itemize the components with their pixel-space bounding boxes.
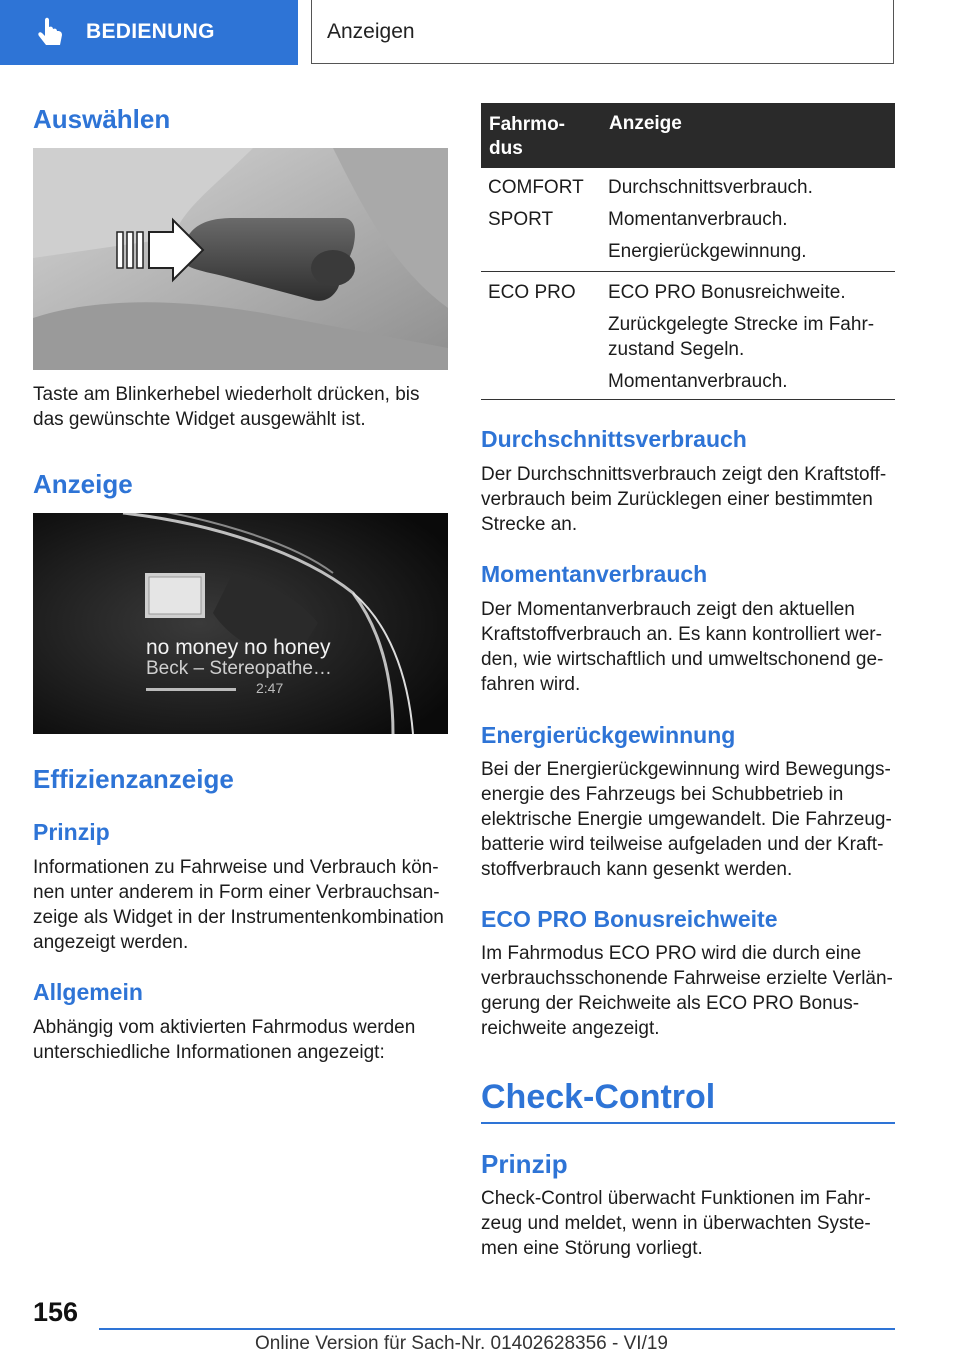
text-line: Informationen zu Fahrweise und Verbrauch kön- [33, 857, 439, 878]
topic-header [311, 0, 894, 64]
durchschnitt-text [481, 462, 886, 537]
text-line: das gewünschte Widget ausgewählt ist. [33, 409, 366, 430]
text-line: Kraftstoffverbrauch an. Es kann kontrolliert wer- [481, 624, 882, 645]
text-line: Abhängig vom aktivierten Fahrmodus werden [33, 1017, 416, 1038]
display-label: zustand Segeln. [608, 339, 745, 360]
display-label: ECO PRO Bonusreichweite. [608, 282, 846, 303]
check-control-text [481, 1186, 871, 1261]
allgemein-text [33, 1015, 415, 1065]
section-tab[interactable] [0, 0, 298, 65]
text-line: zeug und meldet, wenn in überwachten Syste- [481, 1213, 871, 1234]
heading-auswaehlen: Auswählen [33, 104, 171, 134]
display-label: Energierückgewinnung. [608, 241, 807, 262]
heading-effizienzanzeige: Effizienzanzeige [33, 764, 234, 794]
footer-rule [99, 1328, 895, 1330]
heading-check-control: Check-Control [481, 1078, 716, 1116]
prinzip-text [33, 855, 444, 955]
table-divider [481, 399, 895, 400]
turn-signal-lever-image [33, 148, 448, 370]
text-line: fahren wird. [481, 674, 581, 695]
table-row-2-displays [608, 280, 874, 394]
text-line: nen unter anderem in Form einer Verbrauchsan- [33, 882, 440, 903]
text-line: zeige als Widget in der Instrumentenkombination [33, 907, 444, 928]
text-line: dus [489, 138, 523, 159]
text-line: unterschiedliche Informationen angezeigt: [33, 1042, 385, 1063]
display-label: Momentanverbrauch. [608, 209, 788, 230]
song-progress [146, 688, 236, 691]
momentan-text [481, 597, 883, 697]
text-line: elektrische Energie umgewandelt. Die Fahrzeug- [481, 809, 892, 830]
heading-energierueckgewinnung: Energierückgewinnung [481, 722, 736, 748]
text-line: men eine Störung vorliegt. [481, 1238, 703, 1259]
text-line: Check-Control überwacht Funktionen im Fahr- [481, 1188, 871, 1209]
song-title: no money no honey [146, 636, 331, 659]
heading-eco-pro-bonusreichweite: ECO PRO Bonusreichweite [481, 906, 778, 932]
text-line: Der Durchschnittsverbrauch zeigt den Kraftstoff- [481, 464, 887, 485]
song-artist: Beck – Stereopathe… [146, 658, 332, 679]
section-label: BEDIENUNG [86, 20, 215, 43]
heading-prinzip-check-control: Prinzip [481, 1149, 568, 1179]
instrument-cluster-image [33, 513, 448, 734]
header-anzeige: Anzeige [609, 113, 682, 134]
text-line: Fahrmo- [489, 114, 565, 135]
heading-anzeige: Anzeige [33, 469, 133, 499]
text-line: verbrauch beim Zurücklegen einer bestimmten [481, 489, 873, 510]
text-line: gerung der Reichweite als ECO PRO Bonus- [481, 993, 860, 1014]
text-line: stoffverbrauch kann gesenkt werden. [481, 859, 793, 880]
display-label: Durchschnittsverbrauch. [608, 177, 813, 198]
text-line: verbrauchsschonende Fahrweise erzielte Verlän- [481, 968, 893, 989]
energie-text [481, 757, 892, 882]
chapter-rule [481, 1122, 895, 1124]
text-line: Der Momentanverbrauch zeigt den aktuellen [481, 599, 855, 620]
text-line: Bei der Energierückgewinnung wird Bewegungs- [481, 759, 891, 780]
display-label: Momentanverbrauch. [608, 371, 788, 392]
text-line: energie des Fahrzeugs bei Schubbetrieb in [481, 784, 844, 805]
heading-allgemein: Allgemein [33, 979, 143, 1005]
table-divider [481, 271, 895, 272]
header-fahrmodus [489, 113, 565, 161]
heading-momentanverbrauch: Momentanverbrauch [481, 561, 708, 587]
text-line: reichweite angezeigt. [481, 1018, 660, 1039]
table-row-1-modes [488, 175, 584, 232]
text-line: Im Fahrmodus ECO PRO wird die durch eine [481, 943, 862, 964]
text-line: den, wie wirtschaftlich und umweltschonend ge- [481, 649, 884, 670]
ecopro-text [481, 941, 893, 1041]
hand-pointer-icon [34, 16, 68, 50]
mode-label: COMFORT [488, 177, 584, 198]
heading-prinzip: Prinzip [33, 819, 110, 845]
table-row-2-modes [488, 280, 576, 305]
footer-text: Online Version für Sach-Nr. 01402628356 - VI/19 [255, 1333, 668, 1354]
text-line: Strecke an. [481, 514, 578, 535]
page-topic: Anzeigen [327, 20, 415, 43]
table-header [481, 103, 895, 168]
mode-label: ECO PRO [488, 282, 576, 303]
text-line: Taste am Blinkerhebel wiederholt drücken, bis [33, 384, 420, 405]
mode-label: SPORT [488, 209, 554, 230]
caption-auswaehlen [33, 382, 420, 432]
page-number: 156 [33, 1297, 79, 1327]
heading-durchschnittsverbrauch: Durchschnittsverbrauch [481, 426, 747, 452]
table-row-1-displays [608, 175, 813, 264]
display-label: Zurückgelegte Strecke im Fahr- [608, 314, 875, 335]
text-line: angezeigt werden. [33, 932, 189, 953]
song-time: 2:47 [256, 680, 284, 696]
text-line: batterie wird teilweise aufgeladen und der Kraft- [481, 834, 884, 855]
